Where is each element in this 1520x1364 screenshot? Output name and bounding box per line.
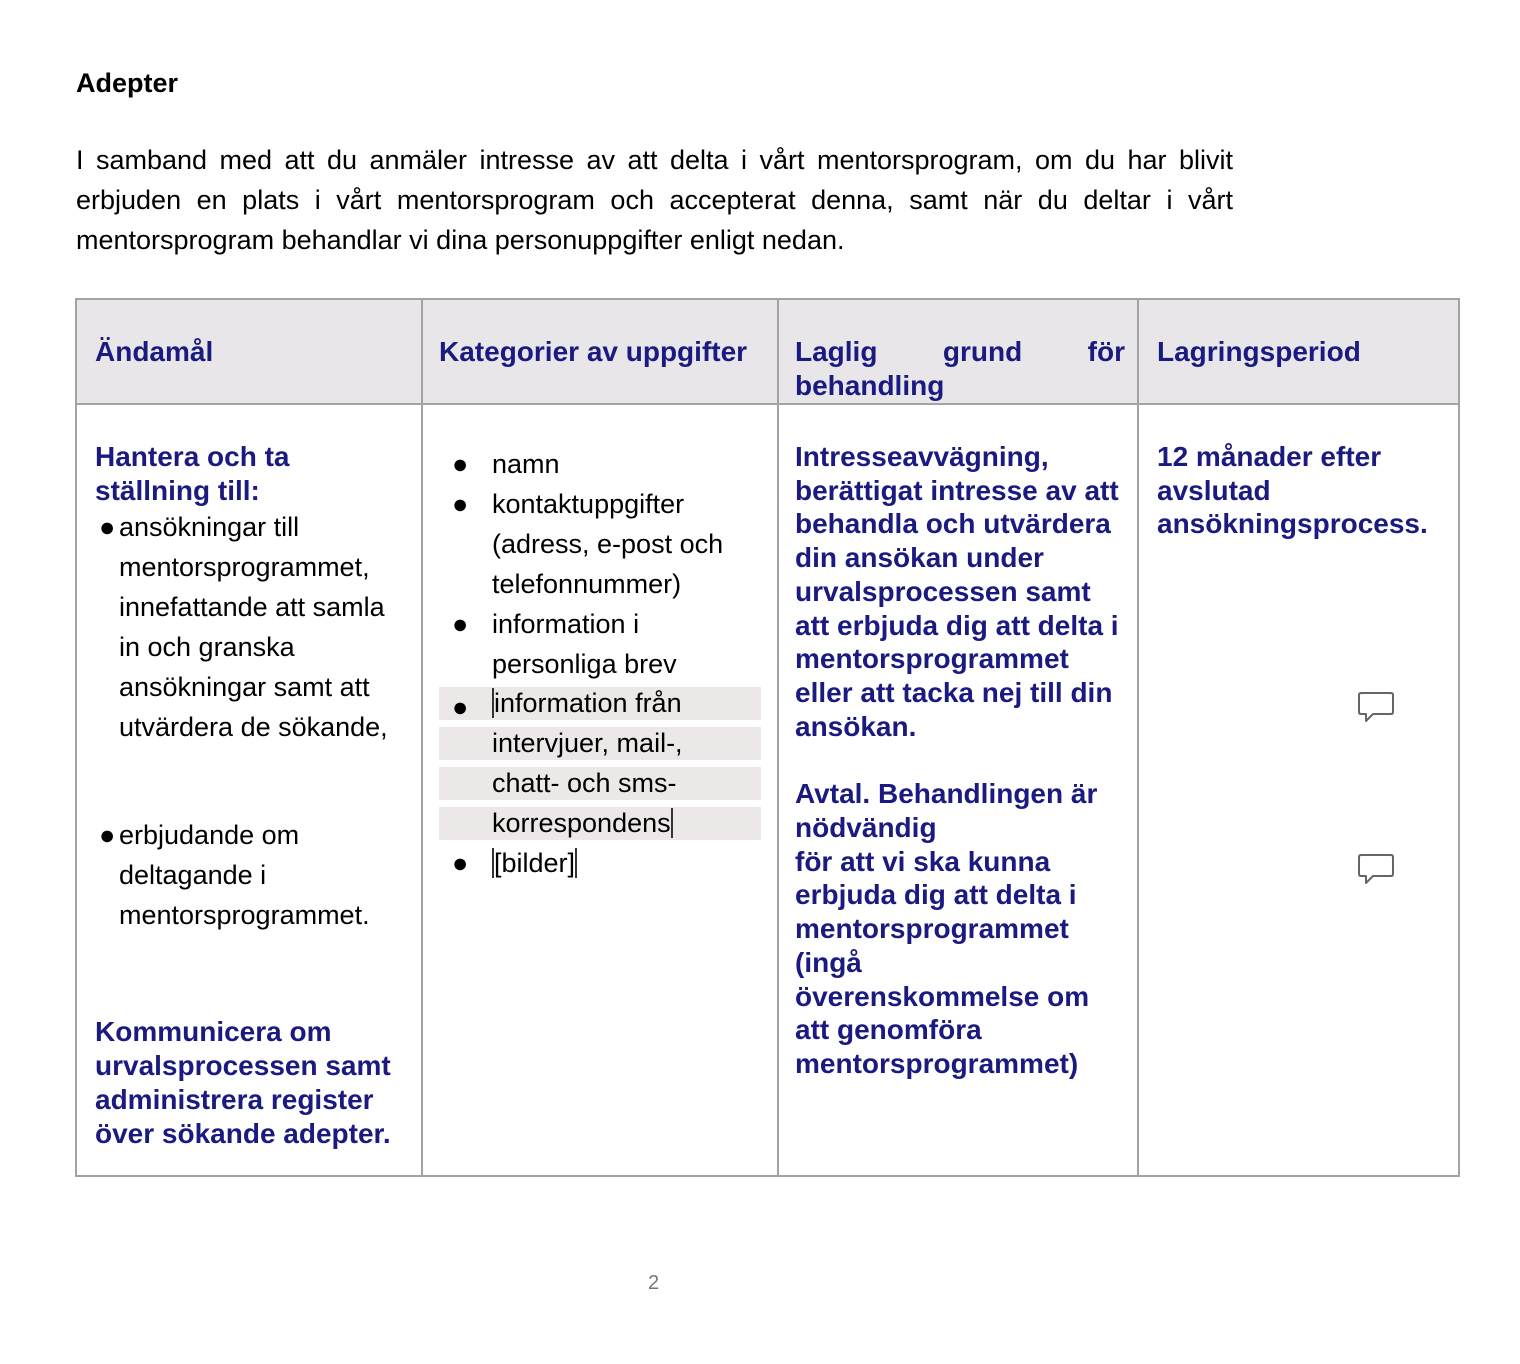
list-item <box>439 444 769 484</box>
list-item <box>95 815 395 935</box>
category-letters: information i personliga brev <box>492 609 677 679</box>
highlighted-line <box>439 687 761 720</box>
column-divider <box>777 300 779 1175</box>
highlighted-line <box>439 807 761 840</box>
purpose-cell <box>95 440 415 1150</box>
intro-paragraph: I samband med att du anmäler intresse av att delta i vårt mentorsprogram, om du har blivit erbjuden en plats i vårt mentorsprogram och accepterat denna, samt när du deltar i vårt mentorsprogram behandlar vi dina personuppgifter enligt nedan. <box>76 145 1233 255</box>
bullet-icon: ● <box>452 449 469 479</box>
purpose-title: Hantera och ta ställning till: <box>95 441 290 506</box>
bullet-icon: ● <box>452 848 469 878</box>
bullet-icon: ● <box>452 489 469 519</box>
list-item <box>439 843 769 883</box>
page-number: 2 <box>648 1272 660 1294</box>
category-interviews-line4: korrespondens <box>492 808 671 838</box>
category-images: [bilder] <box>494 848 576 878</box>
purpose-bullet-1: ansökningar till mentorsprogrammet, innefattande att samla in och granska ansökningar samt att utvärdera de sökande, <box>119 512 388 743</box>
header-legal-basis <box>795 335 1125 403</box>
header-categories: Kategorier av uppgifter <box>439 336 748 367</box>
legal-basis-second-line1: Avtal. Behandlingen är nödvändig <box>795 778 1098 844</box>
highlighted-line: intervjuer, mail-, <box>439 727 761 760</box>
list-item <box>439 604 722 684</box>
category-name: namn <box>492 449 560 479</box>
comment-icon[interactable] <box>1357 852 1395 888</box>
comment-icon[interactable] <box>1357 690 1395 726</box>
purpose-list <box>95 507 395 935</box>
processing-table <box>75 298 1460 1177</box>
purpose-second: Kommunicera om urvalsprocessen samt administrera register över sökande adepter. <box>95 1016 391 1149</box>
list-item <box>439 484 762 604</box>
bullet-icon: ● <box>99 512 116 543</box>
header-purpose: Ändamål <box>95 336 214 367</box>
column-divider <box>421 300 423 1175</box>
bullet-icon: ● <box>452 692 469 722</box>
category-interviews-line1: information från <box>494 688 682 718</box>
purpose-bullet-2: erbjudande om deltagande i mentorsprogrammet. <box>119 820 370 931</box>
section-heading: Adepter <box>76 68 179 98</box>
header-retention: Lagringsperiod <box>1157 336 1361 367</box>
legal-basis-cell <box>795 440 1125 1081</box>
legal-basis-first: Intresseavvägning, berättigat intresse av att behandla och utvärdera din ansökan under urvalsprocessen samt att erbjuda dig att delta i mentorsprogrammet eller att tacka nej till din ansökan. <box>795 441 1119 742</box>
category-contact: kontaktuppgifter (adress, e-post och telefonnummer) <box>492 489 724 599</box>
bullet-icon: ● <box>99 820 116 851</box>
column-divider <box>1137 300 1139 1175</box>
bullet-icon: ● <box>452 609 469 639</box>
categories-cell <box>439 444 769 883</box>
legal-basis-second-line2: för att vi ska kunna erbjuda dig att delta i mentorsprogrammet (ingå överenskommelse om att genomföra mentorsprogrammet) <box>795 845 1090 1079</box>
header-legal-basis-line2: behandling <box>795 370 945 401</box>
list-item <box>95 507 395 747</box>
categories-list <box>439 444 769 883</box>
list-item <box>439 687 769 840</box>
header-legal-basis-line1: Laglig grund för <box>795 336 1125 367</box>
retention-text: 12 månader efter avslutad ansökningsprocess. <box>1157 441 1428 540</box>
highlighted-line: chatt- och sms- <box>439 767 761 800</box>
retention-cell <box>1157 440 1447 541</box>
